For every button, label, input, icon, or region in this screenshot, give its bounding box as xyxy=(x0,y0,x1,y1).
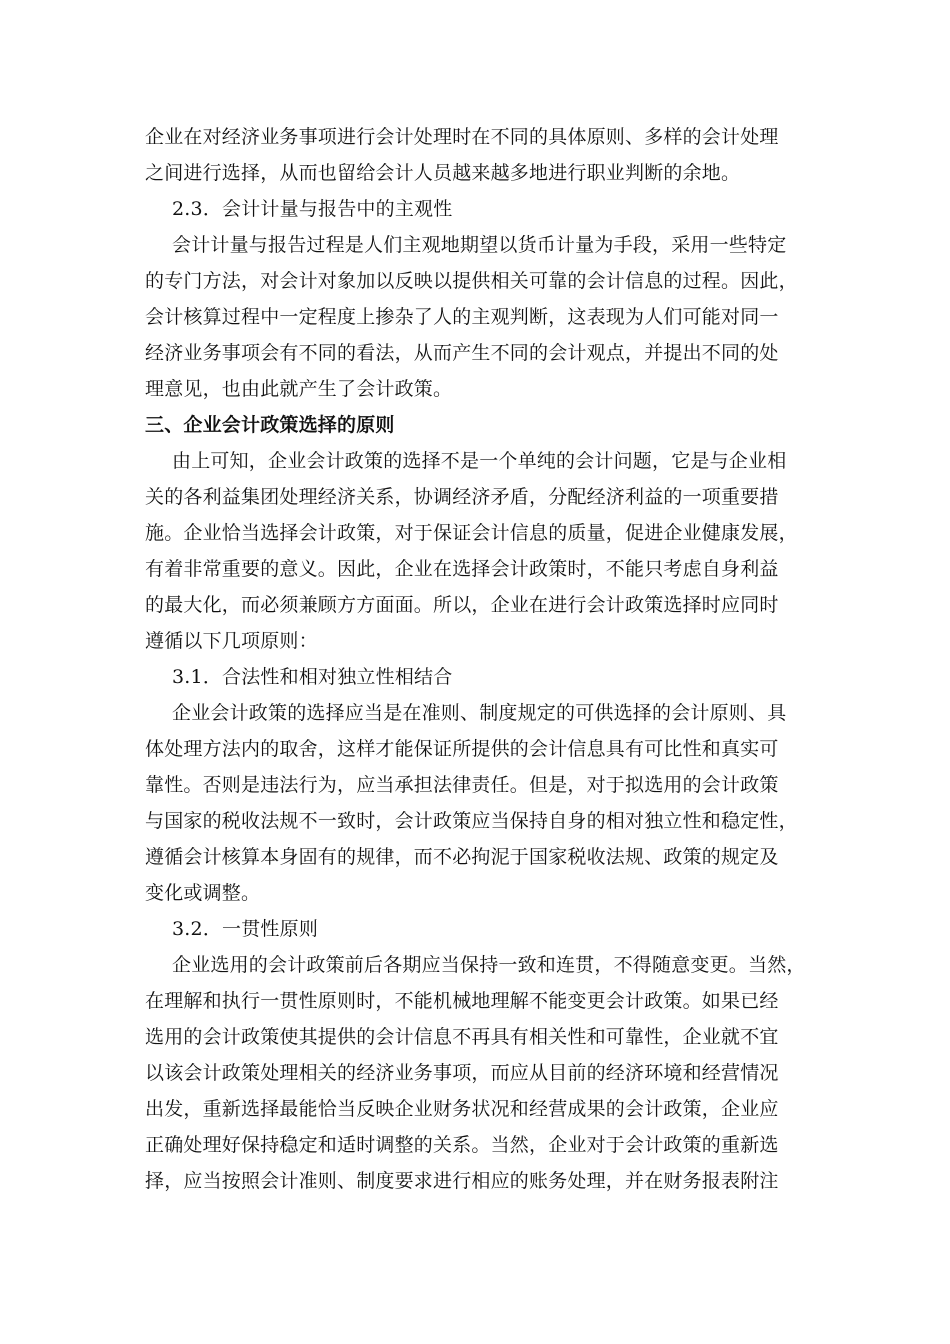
paragraph-line: 以该会计政策处理相关的经济业务事项，而应从目前的经济环境和经营情况 xyxy=(145,1062,779,1084)
paragraph-line: 企业会计政策的选择应当是在准则、制度规定的可供选择的会计原则、具 xyxy=(172,702,787,724)
paragraph-line: 遵循以下几项原则： xyxy=(145,630,318,652)
paragraph-line: 关的各利益集团处理经济关系，协调经济矛盾，分配经济利益的一项重要措 xyxy=(145,486,779,508)
subsection-heading-3-1: 3.1．合法性和相对独立性相结合 xyxy=(172,666,453,688)
paragraph-line: 与国家的税收法规不一致时，会计政策应当保持自身的相对独立性和稳定性， xyxy=(145,810,798,832)
paragraph-line: 会计计量与报告过程是人们主观地期望以货币计量为手段，采用一些特定 xyxy=(172,234,787,256)
subsection-heading-3-2: 3.2．一贯性原则 xyxy=(172,918,319,940)
section-heading-3: 三、企业会计政策选择的原则 xyxy=(145,414,395,436)
paragraph-line: 的专门方法，对会计对象加以反映以提供相关可靠的会计信息的过程。因此， xyxy=(145,270,798,292)
subsection-heading-2-3: 2.3．会计计量与报告中的主观性 xyxy=(172,198,453,220)
paragraph-line: 企业选用的会计政策前后各期应当保持一致和连贯，不得随意变更。当然， xyxy=(172,954,806,976)
paragraph-line: 企业在对经济业务事项进行会计处理时在不同的具体原则、多样的会计处理 xyxy=(145,126,779,148)
paragraph-line: 体处理方法内的取舍，这样才能保证所提供的会计信息具有可比性和真实可 xyxy=(145,738,779,760)
paragraph-line: 出发，重新选择最能恰当反映企业财务状况和经营成果的会计政策，企业应 xyxy=(145,1098,779,1120)
paragraph-line: 之间进行选择，从而也留给会计人员越来越多地进行职业判断的余地。 xyxy=(145,162,741,184)
paragraph-line: 经济业务事项会有不同的看法，从而产生不同的会计观点，并提出不同的处 xyxy=(145,342,779,364)
paragraph-line: 遵循会计核算本身固有的规律，而不必拘泥于国家税收法规、政策的规定及 xyxy=(145,846,779,868)
paragraph-line: 会计核算过程中一定程度上掺杂了人的主观判断，这表现为人们可能对同一 xyxy=(145,306,779,328)
paragraph-line: 由上可知，企业会计政策的选择不是一个单纯的会计问题，它是与企业相 xyxy=(172,450,787,472)
paragraph-line: 正确处理好保持稳定和适时调整的关系。当然，企业对于会计政策的重新选 xyxy=(145,1134,779,1156)
paragraph-line: 施。企业恰当选择会计政策，对于保证会计信息的质量，促进企业健康发展， xyxy=(145,522,798,544)
paragraph-line: 理意见，也由此就产生了会计政策。 xyxy=(145,378,453,400)
paragraph-line: 选用的会计政策使其提供的会计信息不再具有相关性和可靠性，企业就不宜 xyxy=(145,1026,779,1048)
paragraph-line: 有着非常重要的意义。因此，企业在选择会计政策时，不能只考虑自身利益 xyxy=(145,558,779,580)
paragraph-line: 择，应当按照会计准则、制度要求进行相应的账务处理，并在财务报表附注 xyxy=(145,1170,779,1192)
paragraph-line: 在理解和执行一贯性原则时，不能机械地理解不能变更会计政策。如果已经 xyxy=(145,990,779,1012)
paragraph-line: 变化或调整。 xyxy=(145,882,261,904)
paragraph-line: 靠性。否则是违法行为，应当承担法律责任。但是，对于拟选用的会计政策 xyxy=(145,774,779,796)
paragraph-line: 的最大化，而必须兼顾方方面面。所以，企业在进行会计政策选择时应同时 xyxy=(145,594,779,616)
